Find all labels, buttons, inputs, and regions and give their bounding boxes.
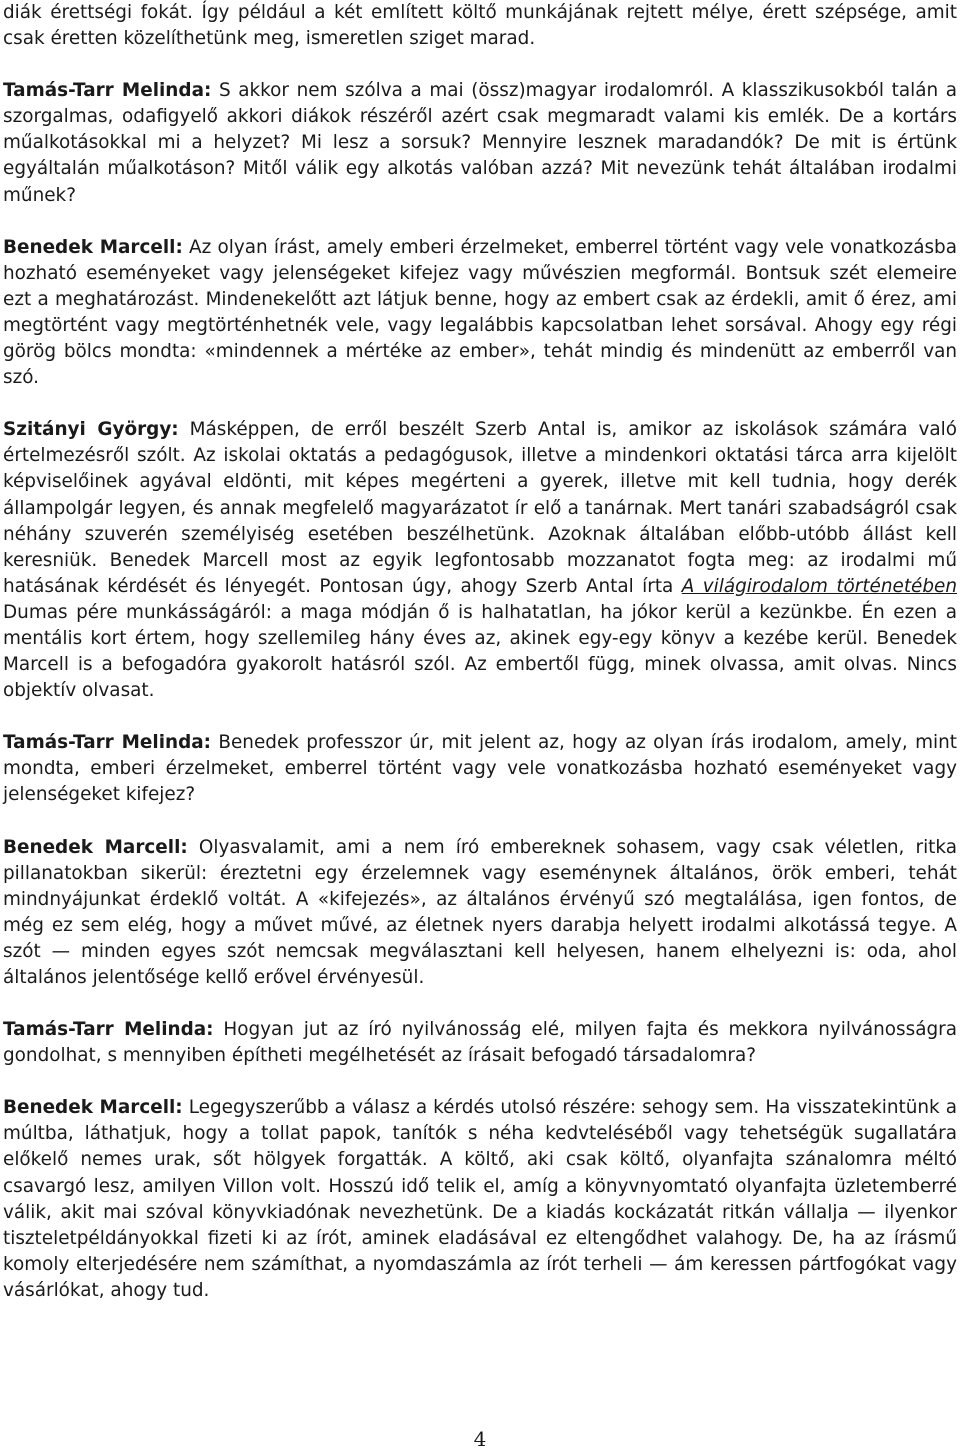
paragraph-benedek-1 — [3, 235, 957, 392]
speaker-name: Tamás-Tarr Melinda: — [3, 732, 212, 754]
speaker-name: Tamás-Tarr Melinda: — [3, 1019, 214, 1041]
paragraph-benedek-2 — [3, 835, 957, 992]
paragraph-text: Benedek professzor úr, mit jelent az, hogy az olyan írás irodalom, amely, mint mondta, emberi érzelmeket, emberrel történt vagy vele vonatkozásba hozható eseményeket vagy jelenségeket kifejez? — [3, 732, 957, 806]
paragraph-text: S akkor nem szólva a mai (össz)magyar irodalomról. A klasszikusokból talán a szorgalmas, odafigyelő akkori diákok részéről azért csak megmaradt valami kis emlék. De a kortárs műalkotásokkal mi a helyzet? Mi lesz a sorsuk? Mennyire lesznek maradandók? De mit is értünk egyáltalán műalkotáson? Mitől válik egy alkotás valóban azzá? Mit nevezünk tehát általában irodalmi műnek? — [3, 80, 958, 206]
paragraph-tamas-tarr-1 — [3, 78, 957, 208]
speaker-name: Szitányi György: — [3, 419, 179, 441]
paragraph-continuation — [3, 0, 957, 52]
document-page — [3, 0, 957, 1304]
book-title-reference: A világirodalom történetében — [681, 575, 958, 597]
paragraph-text: Legegyszerűbb a válasz a kérdés utolsó részére: sehogy sem. Ha visszatekintünk a múltba, láthatjuk, hogy a tollat papok, tanítók s néha kedvteléséből vagy tehetségük sugallatára előkelő nemes urak, sőt hölgyek forgatták. A költő, aki csak költő, olyanfajta szánalomra méltó csavargó lesz, amilyen Villon volt. Hosszú idő telik el, amíg a könyvnyomtató olyanfajta üzletemberré válik, akit mai szóval könyvkiadónak nevezhetünk. De a kiadás kockázatát ritkán vállalja — ilyenkor tiszteletpéldányokkal fizeti ki az írót, aminek eladásával ez eltengődhet valahogy. De, ha az írásmű komoly elterjedésére nem számíthat, a nyomdaszámla az írót terheli — ám keressen pártfogókat vagy vásárlókat, ahogy tud. — [3, 1097, 957, 1301]
paragraph-text: diák érettségi fokát. Így például a két említett költő munkájának rejtett mélye, érett szépsége, amit csak éretten közelíthetünk meg, ismeretlen sziget marad. — [3, 2, 957, 50]
speaker-name: Benedek Marcell: — [3, 1097, 183, 1119]
paragraph-text: Az olyan írást, amely emberi érzelmeket, emberrel történt vagy vele vonatkozásba hozható eseményeket vagy jelenségeket kifejez vagy művészien megformál. Bontsuk szét elemeire ezt a meghatározást. Mindenekelőtt azt látjuk benne, hogy az embert csak az érdekli, amit ő érez, ami megtörtént vagy megtörténhetnék vele, vagy legalábbis kapcsolatban lehet sorsával. Ahogy egy régi görög bölcs mondta: «mindennek a mértéke az ember», tehát mindig és mindenütt az emberről van szó. — [3, 236, 957, 389]
paragraph-tamas-tarr-2 — [3, 730, 957, 808]
speaker-name: Benedek Marcell: — [3, 236, 183, 258]
page-number: 4 — [473, 1427, 487, 1451]
paragraph-text: Másképpen, de erről beszélt Szerb Antal is, amikor az iskolások számára való értelmezésről szólt. Az iskolai oktatás a pedagógusok, illetve a mindenkori oktatási tárca arra kijelölt képviselőinek agyával eldönti, mit képes megérteni a gyerek, illetve mit kell tudnia, hogy derék állampolgár legyen, és annak megfelelő magyarázatot ír elő a tanárnak. Mert tanári szabadságról csak néhány szuverén személyiség esetében beszélhetünk. Azoknak általában előbb-utóbb állást kell keresniük. Benedek Marcell most az egyik legfontosabb mozzanatot fogta meg: az irodalmi mű hatásának kérdését és lényegét. Pontosan úgy, ahogy Szerb Antal írta — [3, 419, 957, 597]
speaker-name: Benedek Marcell: — [3, 836, 188, 858]
paragraph-szitanyi — [3, 417, 957, 704]
speaker-name: Tamás-Tarr Melinda: — [3, 80, 212, 102]
paragraph-text-continued: Dumas pére munkásságáról: a maga módján ő is halhatatlan, ha jókor kerül a kezünkbe. Én ezen a mentális kort értem, hogy szellemileg hány éves az, akinek egy-egy könyv a kezébe kerül. Benedek Marcell is a befogadóra gyakorolt hatásról szól. Az embertől függ, minek olvassa, amit olvas. Nincs objektív olvasat. — [3, 601, 957, 702]
paragraph-tamas-tarr-3 — [3, 1017, 957, 1069]
paragraph-text: Olyasvalamit, ami a nem író embereknek sohasem, vagy csak véletlen, ritka pillanatokban sikerül: éreztetni egy érzelemnek vagy eseménynek általános, örök emberi, tehát mindnyájunkat érdeklő voltát. A «kifejezés», az általános érvényű szó megtalálása, igen fontos, de még ez sem elég, hogy a művet művé, az életnek nyers darabja helyett irodalmi alkotássá tegye. A szót — minden egyes szót nemcsak megválasztani kell helyesen, hanem elhelyezni is: oda, ahol általános jelentősége kellő erővel érvényesül. — [3, 836, 957, 988]
paragraph-text: Hogyan jut az író nyilvánosság elé, milyen fajta és mekkora nyilvánosságra gondolhat, s mennyiben építheti megélhetését az írásait befogadó társadalomra? — [3, 1019, 957, 1067]
paragraph-benedek-3 — [3, 1095, 957, 1304]
